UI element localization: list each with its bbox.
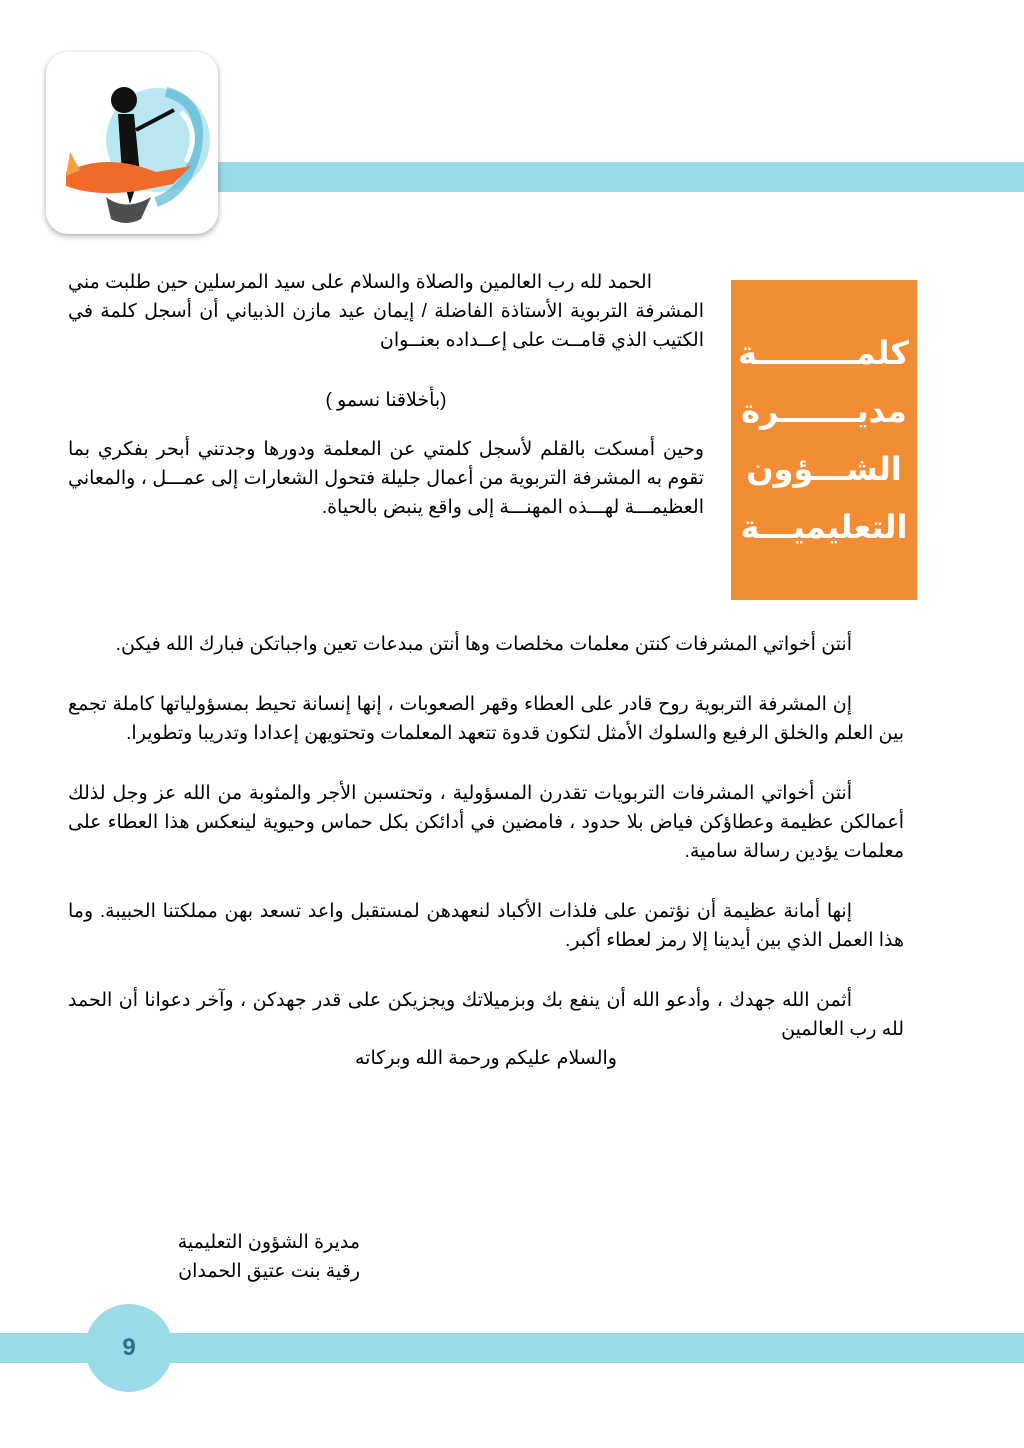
page-number: 9 [122, 1334, 136, 1361]
header-band [215, 162, 1024, 192]
intro-paragraph: وحين أمسكت بالقلم لأسجل كلمتي عن المعلمة ودورها وجدتني أبحر بفكري بما تقوم به المشرفة التربوية من أعمال جليلة فتحول الشعارات إلى عمـــل ، والمعاني العظيمـــة لهـــذه المهنـــة إلى واقع ينبض بالحياة. [68, 439, 704, 518]
side-title-line: مديـــــــرة [741, 393, 907, 429]
intro-paragraph: الحمد لله رب العالمين والصلاة والسلام على سيد المرسلين حين طلبت مني المشرفة التربوية الأستاذة الفاضلة / إيمان عيد مازن الذبياني أن أسجل كلمة في الكتيب الذي قامــت على إعــداده بعنــوان [68, 272, 704, 351]
side-title-line: كلمـــــــــة [738, 335, 909, 371]
body-paragraph: أنتن أخواتي المشرفات التربويات تقدرن المسؤولية ، وتحتسبن الأجر والمثوبة من الله عز وجل لذلك أعمالكن عظيمة وعطاؤكن فياض بلا حدود ، فامضين في أدائكن بكل حماس وحيوية لينعكس هذا العطاء على معلمات يؤدين رسالة سامية. [68, 783, 904, 862]
program-logo-icon [46, 52, 218, 234]
page-number-badge [85, 1304, 173, 1392]
side-title-line: الشـــؤون [746, 451, 902, 487]
body-paragraph: إنها أمانة عظيمة أن نؤتمن على فلذات الأكباد لنعهدهن لمستقبل واعد تسعد بهن مملكتنا الحبيبة. وما هذا العمل الذي بين أيدينا إلا رمز لعطاء أكبر. [68, 901, 904, 951]
side-title-box [731, 280, 917, 600]
signature-title: مديرة الشؤون التعليمية [177, 1232, 360, 1253]
logo-card [46, 52, 218, 234]
intro-text [68, 268, 704, 522]
closing-greeting: والسلام عليكم ورحمة الله وبركاته [355, 1048, 617, 1069]
signature [60, 1228, 360, 1286]
body-paragraph: أنتن أخواتي المشرفات كنتن معلمات مخلصات وها أنتن مبدعات تعين واجباتكن فبارك الله فيكن. [115, 634, 852, 655]
body-paragraph: إن المشرفة التربوية روح قادر على العطاء وقهر الصعوبات ، إنها إنسانة تحيط بمسؤولياتها كاملة تجمع بين العلم والخلق الرفيع والسلوك الأمثل لتكون قدوة تتعهد المعلمات وتحتويهن إعدادا وتدريبا وتطويرا. [68, 694, 904, 744]
book-title: (بأخلاقنا نسمو ) [325, 390, 447, 411]
signature-name: رقية بنت عتيق الحمدان [178, 1261, 360, 1282]
side-title-line: التعليميـــة [740, 509, 908, 545]
body-paragraph: أثمن الله جهدك ، وأدعو الله أن ينفع بك وبزميلاتك ويجزيكن على قدر جهدكن ، وآخر دعوانا أن الحمد لله رب العالمين [68, 990, 904, 1040]
side-title [739, 324, 909, 556]
body-text [68, 630, 904, 1073]
